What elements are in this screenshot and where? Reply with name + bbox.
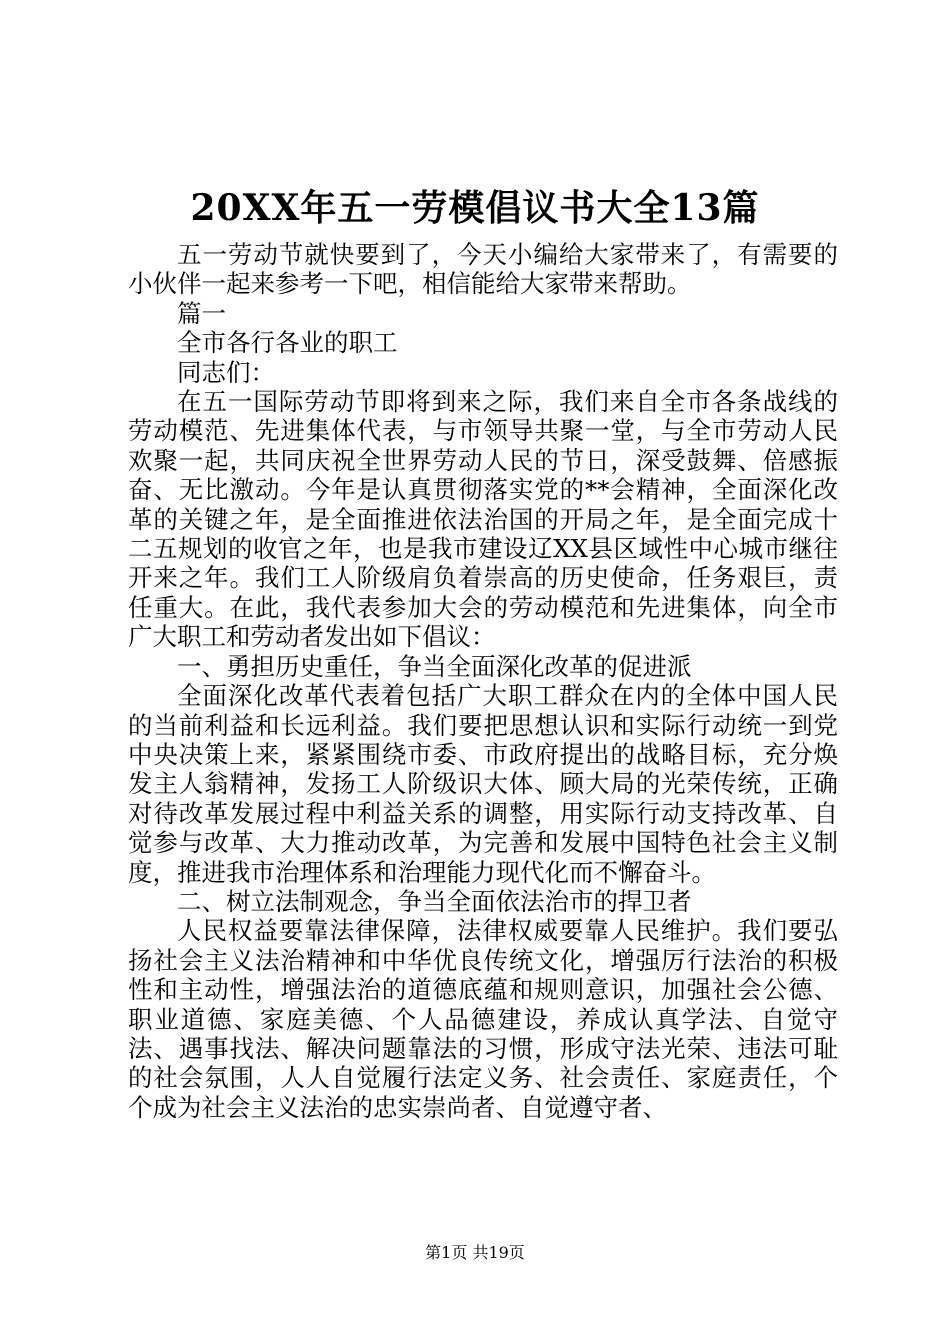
body-paragraph: 全面深化改革代表着包括广大职工群众在内的全体中国人民的当前利益和长远利益。我们要把思想认识和实际行动统一到党中央决策上来，紧紧围绕市委、市政府提出的战略目标，充分焕发主人翁精神，发扬工人阶级识大体、顾大局的光荣传统，正确对待改革发展过程中利益关系的调整，用实际行动支持改革、自觉参与改革、大力推动改革，为完善和发展中国特色社会主义制度，推进我市治理体系和治理能力现代化而不懈奋斗。 xyxy=(128,681,838,887)
section-heading: 一、勇担历史重任，争当全面深化改革的促进派 xyxy=(177,651,692,681)
body-paragraph: 在五一国际劳动节即将到来之际，我们来自全市各条战线的劳动模范、先进集体代表，与市领导共聚一堂，与全市劳动人民欢聚一起，共同庆祝全世界劳动人民的节日，深受鼓舞、倍感振奋、无比激动。今年是认真贯彻落实党的**会精神，全面深化改革的关键之年，是全面推进依法治国的开局之年，是全面完成十二五规划的收官之年，也是我市建设辽XX县区域性中心城市继往开来之年。我们工人阶级肩负着崇高的历史使命，任务艰巨，责任重大。在此，我代表参加大会的劳动模范和先进集体，向全市广大职工和劳动者发出如下倡议： xyxy=(128,387,838,652)
addressee-line: 全市各行各业的职工 xyxy=(177,328,398,358)
body-paragraph: 人民权益要靠法律保障，法律权威要靠人民维护。我们要弘扬社会主义法治精神和中华优良传统文化，增强厉行法治的积极性和主动性，增强法治的道德底蕴和规则意识，加强社会公德、职业道德、家庭美德、个人品德建设，养成认真学法、自觉守法、遇事找法、解决问题靠法的习惯，形成守法光荣、违法可耻的社会氛围，人人自觉履行法定义务、社会责任、家庭责任，个个成为社会主义法治的忠实崇尚者、自觉遵守者、 xyxy=(128,916,838,1122)
document-body xyxy=(128,240,838,1122)
intro-paragraph: 五一劳动节就快要到了，今天小编给大家带来了，有需要的小伙伴一起来参考一下吧，相信能给大家带来帮助。 xyxy=(128,240,838,299)
document-title: 20XX年五一劳模倡议书大全13篇 xyxy=(190,187,760,229)
section-heading: 二、树立法制观念，争当全面依法治市的捍卫者 xyxy=(177,886,692,916)
salutation-line: 同志们： xyxy=(177,357,275,387)
page-footer: 第1页 共19页 xyxy=(425,1243,525,1262)
section-label: 篇一 xyxy=(177,298,226,328)
